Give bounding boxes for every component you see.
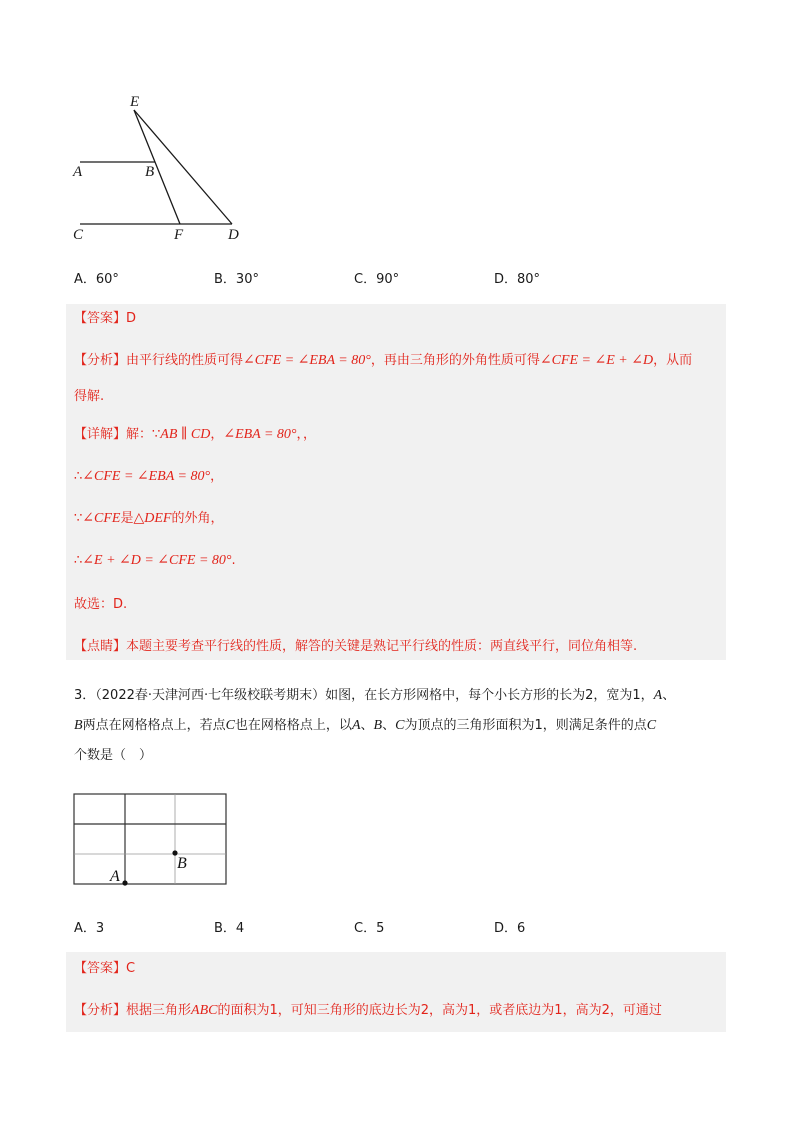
answer-value: C xyxy=(126,961,136,976)
question-text: 为顶点的三角形面积为1，则满足条件的点 xyxy=(404,718,647,733)
q2-solution-box xyxy=(66,304,726,660)
point-label: A xyxy=(653,688,663,703)
q2-choice xyxy=(74,596,718,614)
rectangular-grid-figure xyxy=(70,790,235,890)
point-label: A xyxy=(351,718,361,733)
question-text: 个数是（ ） xyxy=(74,748,153,763)
point-label: C xyxy=(646,718,657,733)
label-e: E xyxy=(130,94,140,110)
q2-options xyxy=(74,268,734,288)
analysis-text: 由平行线的性质可得 xyxy=(126,353,244,368)
q2-analysis-line-1 xyxy=(74,352,718,370)
q3-options xyxy=(74,917,734,937)
detail-text: ， xyxy=(210,427,224,442)
q2-option-d[interactable]: D．80° xyxy=(494,272,541,287)
answer-tag: 【答案】 xyxy=(74,961,127,976)
detail-tag: 【详解】 xyxy=(74,427,127,442)
q3-solution-box xyxy=(66,952,726,1032)
question-text: 、 xyxy=(662,688,676,703)
detail-text: 解：∵ xyxy=(126,427,161,442)
q2-detail-line-1 xyxy=(74,426,718,444)
analysis-tag: 【分析】 xyxy=(74,1003,127,1018)
label-a: A xyxy=(110,868,120,885)
q3-line-3 xyxy=(74,741,734,771)
q3-answer xyxy=(74,960,718,978)
point-a xyxy=(122,880,127,885)
because-symbol: ∵ xyxy=(74,511,83,526)
detail-formula: ∠CFE xyxy=(82,511,121,526)
question-text: 3．（2022春·天津河西·七年级校联考期末）如图，在长方形网格中，每个小长方形的长为2，宽为1， xyxy=(74,688,654,703)
q3-option-a[interactable]: A．3 xyxy=(74,921,105,936)
analysis-formula-2: ∠CFE = ∠E + ∠D xyxy=(539,353,654,368)
detail-text: . xyxy=(231,553,236,568)
point-label: B xyxy=(74,718,83,733)
detail-formula: AB ∥ CD xyxy=(160,427,211,442)
q2-comment xyxy=(74,638,718,656)
q3-analysis xyxy=(74,1002,718,1020)
detail-text: 是 xyxy=(120,511,134,526)
therefore-symbol: ∴ xyxy=(74,553,83,568)
question-text: 两点在网格格点上，若点 xyxy=(82,718,226,733)
label-c: C xyxy=(73,227,84,243)
question-text: 、 xyxy=(360,718,374,733)
therefore-symbol: ∴ xyxy=(74,469,83,484)
point-label: C xyxy=(225,718,235,733)
analysis-text: 得解. xyxy=(74,389,105,404)
detail-formula: △DEF xyxy=(133,511,172,526)
q3-option-d[interactable]: D．6 xyxy=(494,921,526,936)
choice-text: 故选：D. xyxy=(74,597,128,612)
answer-value: D xyxy=(126,311,137,326)
detail-text: 的外角， xyxy=(171,511,224,526)
detail-formula: ∠EBA = 80° xyxy=(223,427,297,442)
label-b: B xyxy=(177,855,187,872)
label-b: B xyxy=(145,164,155,180)
q2-detail-line-3 xyxy=(74,510,718,528)
analysis-tag: 【分析】 xyxy=(74,353,127,368)
label-d: D xyxy=(228,227,239,243)
q3-question xyxy=(74,681,734,771)
label-a: A xyxy=(73,164,83,180)
analysis-formula: ABC xyxy=(191,1003,218,1018)
q3-option-c[interactable]: C．5 xyxy=(354,921,385,936)
detail-text: ， xyxy=(210,469,224,484)
point-label: C xyxy=(395,718,405,733)
answer-tag: 【答案】 xyxy=(74,311,127,326)
point-label: B xyxy=(373,718,383,733)
detail-formula: ∠CFE = ∠EBA = 80° xyxy=(82,469,211,484)
q2-analysis-line-2 xyxy=(74,388,718,406)
comment-tag: 【点睛】 xyxy=(74,639,127,654)
q2-answer xyxy=(74,310,718,328)
comment-text: 本题主要考查平行线的性质，解答的关键是熟记平行线的性质：两直线平行，同位角相等. xyxy=(126,639,638,654)
question-text: 、 xyxy=(382,718,396,733)
grid-border xyxy=(74,794,226,884)
label-f: F xyxy=(174,227,184,243)
detail-text: ，， xyxy=(296,427,317,442)
geometry-figure-parallel-lines xyxy=(60,90,260,250)
q3-option-b[interactable]: B．4 xyxy=(214,921,245,936)
detail-formula: ∠E + ∠D = ∠CFE = 80° xyxy=(82,553,232,568)
q3-line-2 xyxy=(74,711,734,741)
q2-option-a[interactable]: A．60° xyxy=(74,272,119,287)
segment-ef xyxy=(134,110,180,224)
question-text: 也在网格格点上，以 xyxy=(234,718,352,733)
q3-line-1 xyxy=(74,681,734,711)
analysis-text: ，从而 xyxy=(653,353,693,368)
q2-detail-line-4 xyxy=(74,552,718,570)
q2-option-b[interactable]: B．30° xyxy=(214,272,259,287)
analysis-text: 根据三角形 xyxy=(126,1003,192,1018)
analysis-text: 的面积为1，可知三角形的底边长为2，高为1，或者底边为1，高为2，可通过 xyxy=(217,1003,662,1018)
q2-option-c[interactable]: C．90° xyxy=(354,272,400,287)
analysis-text: ，再由三角形的外角性质可得 xyxy=(370,353,540,368)
analysis-formula-1: ∠CFE = ∠EBA = 80° xyxy=(243,353,371,368)
q2-detail-line-2 xyxy=(74,468,718,486)
